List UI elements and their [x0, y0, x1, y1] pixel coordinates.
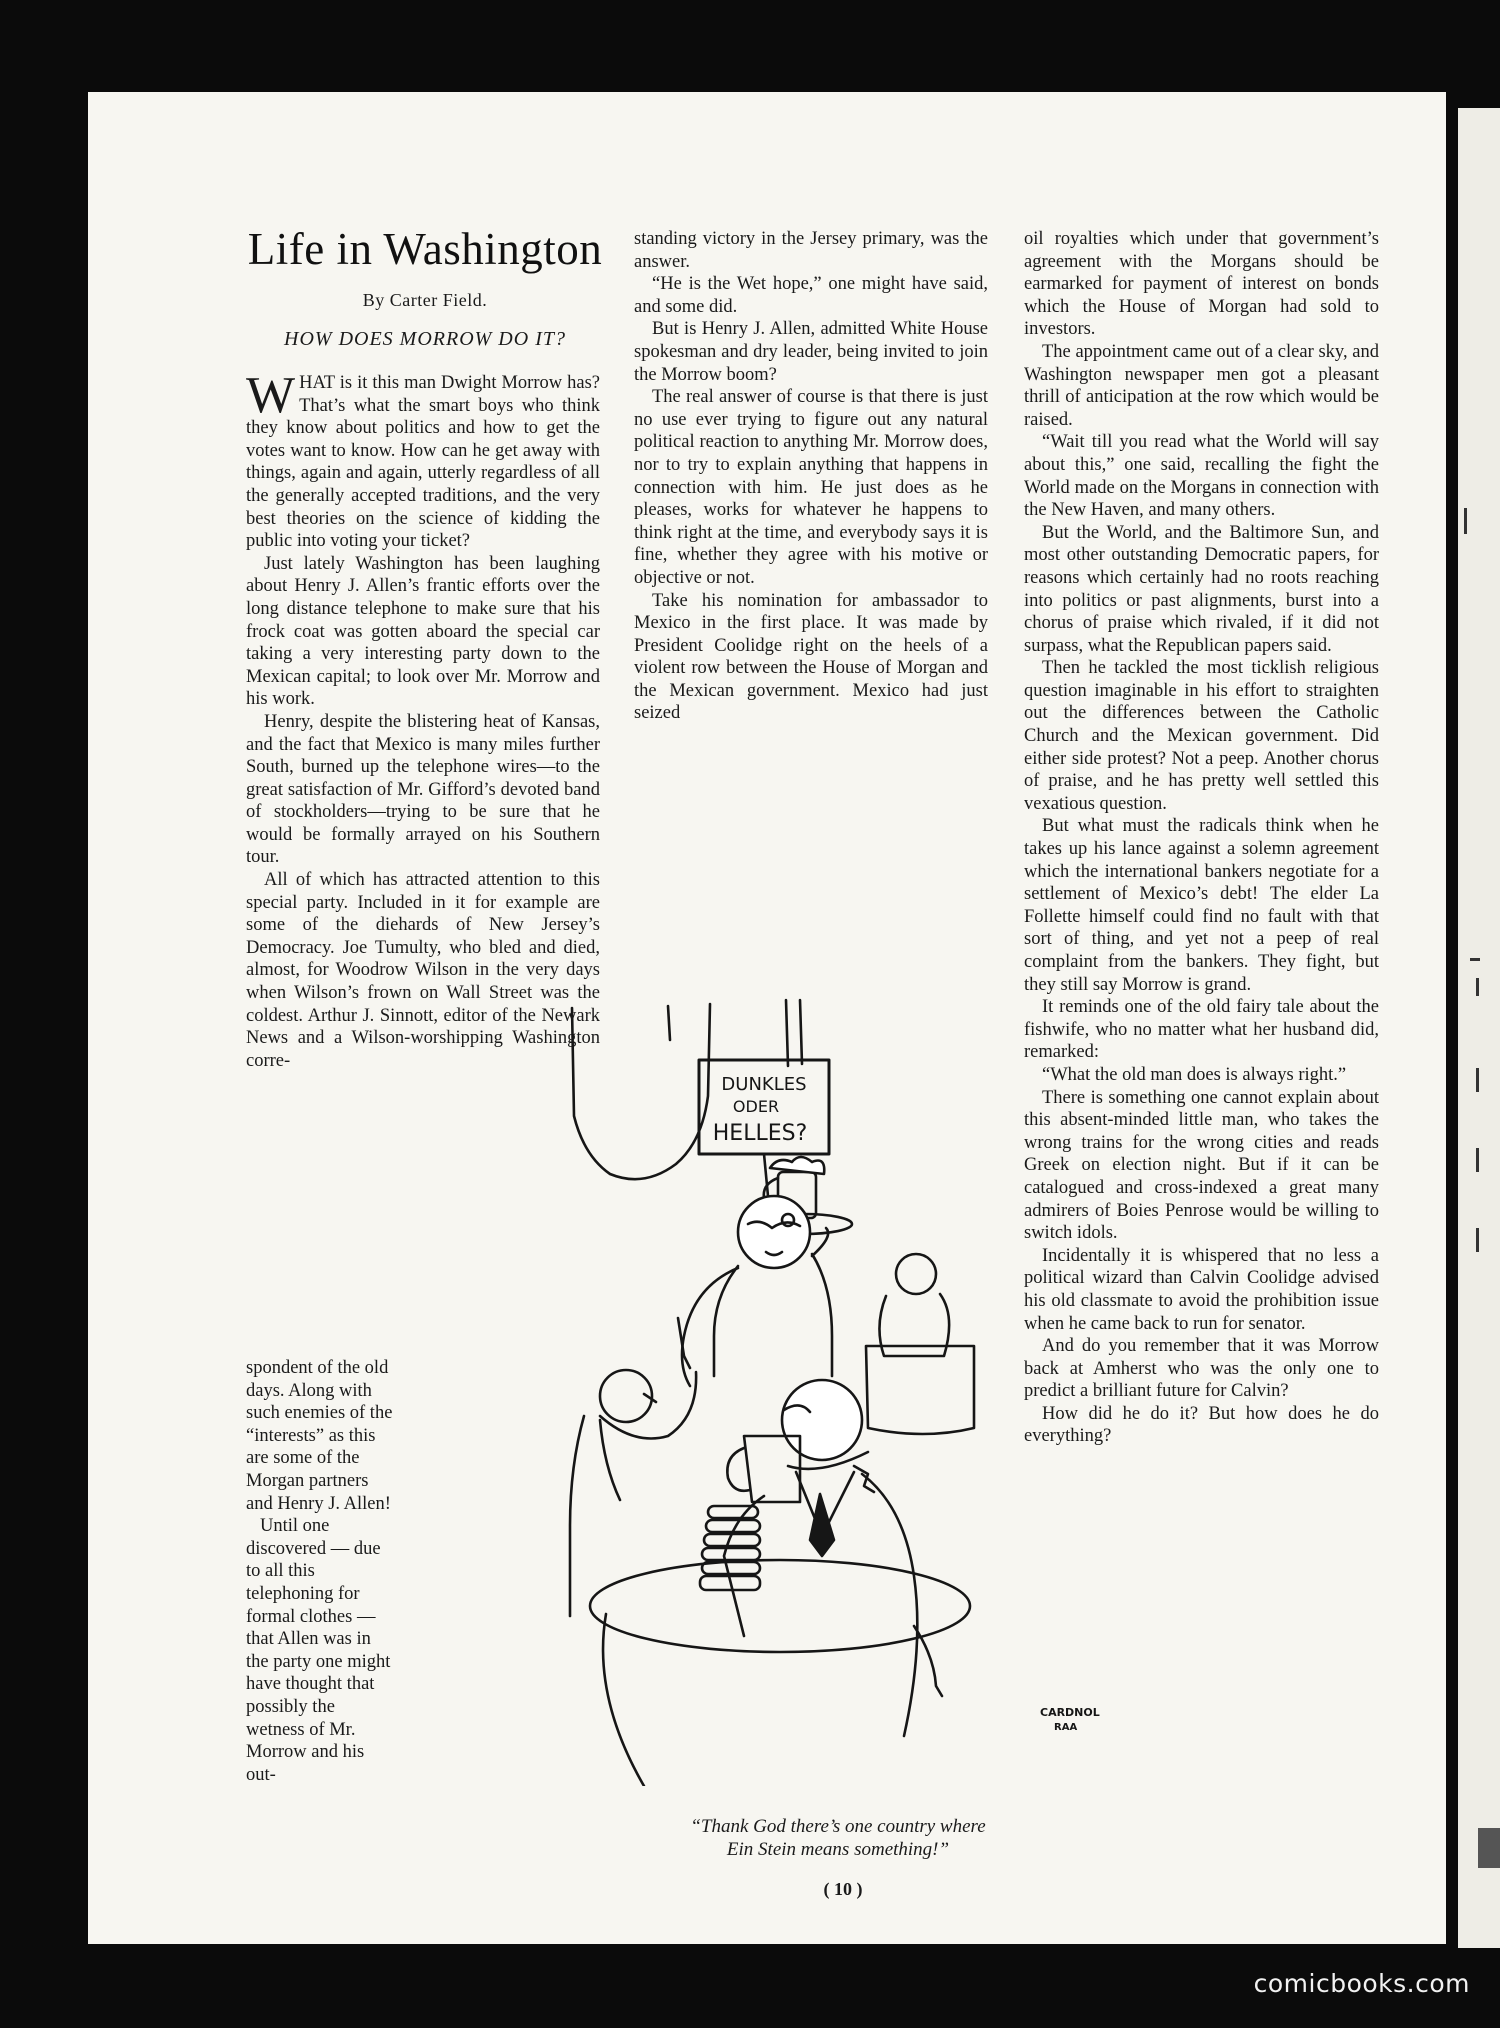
- column-1-narrow: [246, 1357, 393, 1786]
- cartoon-illustration: [564, 996, 1112, 1786]
- paragraph: All of which has attracted attention to this special party. Included in it for example are some of the diehards of New Jersey’s Democracy. Joe Tumulty, who bled and died, almost, for Woodrow Wilson in the very days when Wilson’s frown on Wall Street was the coldest. Arthur J. Sinnott, editor of the Newark News and a Wilson-worshipping Washington corre-: [246, 870, 600, 1071]
- paragraph: standing victory in the Jersey primary, was the answer.: [634, 229, 988, 272]
- column-2: [634, 228, 988, 725]
- chair-back: [570, 1416, 584, 1616]
- waiter-body: [812, 1254, 832, 1376]
- paragraph: Until one discovered — due to all this telephoning for formal clothes —that Allen was in the party one might have thought that possibly the wetness of Mr. Morrow and his out-: [246, 1516, 391, 1785]
- column-1: [246, 367, 600, 1072]
- central-man-head: [782, 1380, 862, 1460]
- diner-table: [866, 1346, 974, 1434]
- subhead: HOW DOES MORROW DO IT?: [284, 328, 566, 350]
- beer-foam: [770, 1157, 824, 1174]
- paragraph: It reminds one of the old fairy tale about the fishwife, who no matter what her husband did, remarked:: [1024, 997, 1379, 1063]
- waiter-head: [738, 1196, 810, 1268]
- paragraph: oil royalties which under that government’s agreement with the Morgans should be earmarked for payment of interest on bonds which the House of Morgan had sold to investors.: [1024, 229, 1379, 340]
- cartoon-caption: [564, 1815, 1112, 1861]
- pillar-line: [800, 1000, 802, 1064]
- central-man-coat: [862, 1474, 917, 1736]
- sign-text: DUNKLES: [721, 1074, 807, 1095]
- paragraph: Take his nomination for ambassador to Mexico in the first place. It was made by President Coolidge right on the heels of a violent row between the House of Morgan and the Mexican government. Mexico had just seized: [634, 590, 988, 724]
- paragraph: spondent of the old days. Along with such enemies of the “interests” as this are some of the Morgan partners and Henry J. Allen!: [246, 1358, 393, 1514]
- table-leg: [603, 1614, 644, 1786]
- lapel-flower: [854, 1466, 874, 1492]
- headline: Life in Washington: [247, 224, 603, 274]
- seated-man-head: [600, 1370, 652, 1422]
- paragraph: The appointment came out of a clear sky, and Washington newspaper men got a pleasant thrill of anticipation at the row which would be raised.: [1024, 341, 1379, 430]
- drop-cap: W: [246, 367, 296, 424]
- page-number: ( 10 ): [823, 1879, 863, 1899]
- paragraph: How did he do it? But how does he do everything?: [1024, 1403, 1379, 1447]
- pillar-line: [668, 1006, 670, 1040]
- adjacent-page-edge: [1458, 108, 1500, 1948]
- seated-man-glasses: [644, 1394, 656, 1402]
- necktie: [810, 1494, 834, 1556]
- paragraph: Then he tackled the most ticklish religious question imaginable in his effort to straighten out the differences between the Catholic Church and the Mexican government. Did either side protest? Not a peep. Another chorus of praise, and he has pretty well settled this vexatious question.: [1024, 658, 1379, 814]
- sign-text: ODER: [732, 1097, 780, 1116]
- paragraph: “Wait till you read what the World will say about this,” one said, recalling the fight the World made on the Morgans in connection with the New Haven, and many others.: [1024, 432, 1379, 521]
- magazine-page: [88, 92, 1446, 1944]
- artist-signature: RAA: [1054, 1722, 1078, 1733]
- round-table: [590, 1560, 970, 1652]
- caption-line: “Thank God there’s one country where: [690, 1816, 986, 1837]
- drape-curtain: [572, 1004, 710, 1179]
- byline: By Carter Field.: [362, 290, 488, 310]
- paragraph: Just lately Washington has been laughing about Henry J. Allen’s frantic efforts over the long distance telephone to make sure that his frock coat was gotten aboard the special car taking a very interesting party down to the Mexican capital; to look over Mr. Morrow and his work.: [246, 553, 600, 710]
- watermark: comicbooks.com: [1253, 1969, 1470, 1998]
- coaster-stack: [702, 1548, 760, 1560]
- paragraph: Henry, despite the blistering heat of Kansas, and the fact that Mexico is many miles further South, burned up the telephone wires—to the great satisfaction of Mr. Gifford’s devoted band of stockholders—trying to be sure that he would be formally arrayed on his Southern tour.: [246, 711, 600, 868]
- pillar-line: [786, 1000, 788, 1066]
- caption-line: Ein Stein means something!”: [726, 1839, 950, 1860]
- paragraph: “He is the Wet hope,” one might have said, and some did.: [634, 274, 988, 317]
- paragraph: But is Henry J. Allen, admitted White House spokesman and dry leader, being invited to join the Morrow boom?: [634, 319, 988, 385]
- paragraph: And do you remember that it was Morrow back at Amherst who was the only one to predict a brilliant future for Calvin?: [1024, 1336, 1379, 1402]
- artist-signature: CARDNOL: [1040, 1706, 1100, 1719]
- waiter-body: [714, 1266, 738, 1376]
- paragraph: The real answer of course is that there is just no use ever trying to figure out any natural political reaction to anything Mr. Morrow does, nor to try to explain anything that happens in connection with him. He just does as he pleases, works for whatever he happens to think right at the time, and everybody says it is fine, whether they agree with his motive or objective or not.: [634, 387, 988, 588]
- sign-text: HELLES?: [712, 1121, 808, 1146]
- paragraph: But what must the radicals think when he takes up his lance against a solemn agreement which the international bankers negotiate for a settlement of Mexico’s debt! The elder La Follette himself could find no fault with that sort of thing, and yet not a peep of real complaint from the bankers. They fight, but they still say Morrow is grand.: [1024, 816, 1379, 995]
- paragraph: WHAT is it this man Dwight Morrow has? That’s what the smart boys who think they know about politics and how to get the votes want to know. How can he get away with things, again and again, utterly regardless of all the generally accepted traditions, and the very best theories on the science of kidding the public into voting your ticket?: [246, 367, 600, 552]
- paragraph: But the World, and the Baltimore Sun, and most other outstanding Democratic papers, for reasons which certainly had no roots reaching into politics or past alignments, burst into a chorus of praise which rivaled, if it did not surpass, what the Republican papers said.: [1024, 522, 1379, 656]
- paragraph: Incidentally it is whispered that no less a political wizard than Calvin Coolidge advised his old classmate to avoid the prohibition issue when he came back to run for senator.: [1024, 1245, 1379, 1334]
- paragraph: “What the old man does is always right.”: [1042, 1064, 1347, 1085]
- diner-head: [896, 1254, 936, 1294]
- paragraph: There is something one cannot explain about this absent-minded little man, who takes the wrong trains for the wrong cities and reads Greek on election night. But if it can be catalogued and cross-indexed a great many admirers of Boies Penrose would be willing to switch idols.: [1024, 1087, 1379, 1244]
- seated-man-back: [600, 1420, 620, 1500]
